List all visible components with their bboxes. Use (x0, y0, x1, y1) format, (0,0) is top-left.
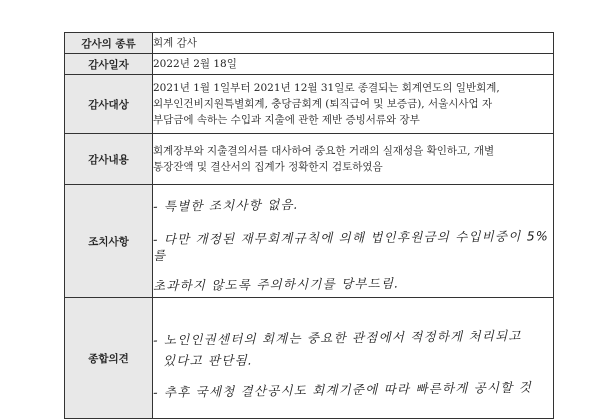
opinion-handwritten-line: - 노인인권센터의 회계는 중요한 관점에서 적정하게 처리되고 (152, 327, 522, 348)
audit-content-line: 회계장부와 지출결의서를 대사하여 중요한 거래의 실재성을 확인하고, 개별 (153, 145, 495, 157)
overall-opinion-label: 종합의견 (65, 298, 153, 419)
audit-date-label: 감사일자 (65, 54, 153, 75)
measures-value (153, 185, 554, 298)
measures-handwritten-line: 초과하지 않도록 주의하시기를 당부드림. (152, 275, 400, 294)
audit-date-value: 2022년 2월 18일 (153, 54, 554, 75)
row-measures (65, 185, 554, 298)
row-audit-target (65, 75, 554, 134)
audit-report-table (64, 32, 554, 419)
row-audit-type (65, 33, 554, 54)
audit-target-line: 부담금에 속하는 수입과 지출에 관한 제반 증빙서류와 장부 (153, 114, 420, 126)
audit-target-label: 감사대상 (65, 75, 153, 134)
opinion-handwritten-line: 있다고 판단됨. (162, 352, 254, 369)
audit-target-value (153, 75, 554, 134)
audit-type-label: 감사의 종류 (65, 33, 153, 54)
audit-type-value: 회계 감사 (153, 33, 554, 54)
audit-target-line: 외부인건비지원특별회계, 충당금회계 (퇴직급여 및 보증금), 서울시사업 자 (153, 98, 493, 110)
audit-content-label: 감사내용 (65, 134, 153, 185)
measures-label: 조치사항 (65, 185, 153, 298)
audit-target-line: 2021년 1월 1일부터 2021년 12월 31일로 종결되는 회계연도의 일반회계, (153, 82, 500, 94)
opinion-handwritten-line: - 추후 국세청 결산공시도 회계기준에 따라 빠른하게 공시할 것 (152, 379, 533, 400)
row-overall-opinion (65, 298, 554, 419)
row-audit-date (65, 54, 554, 75)
audit-content-value (153, 134, 554, 185)
overall-opinion-value (153, 298, 554, 419)
row-audit-content (65, 134, 554, 185)
audit-content-line: 통장잔액 및 결산서의 집계가 정확한지 검토하였음 (153, 161, 383, 173)
measures-handwritten-line: - 다만 개정된 재무회계규칙에 의해 법인후원금의 수입비중이 5%를 (152, 228, 550, 263)
measures-handwritten-line: - 특별한 조치사항 없음. (152, 196, 299, 214)
